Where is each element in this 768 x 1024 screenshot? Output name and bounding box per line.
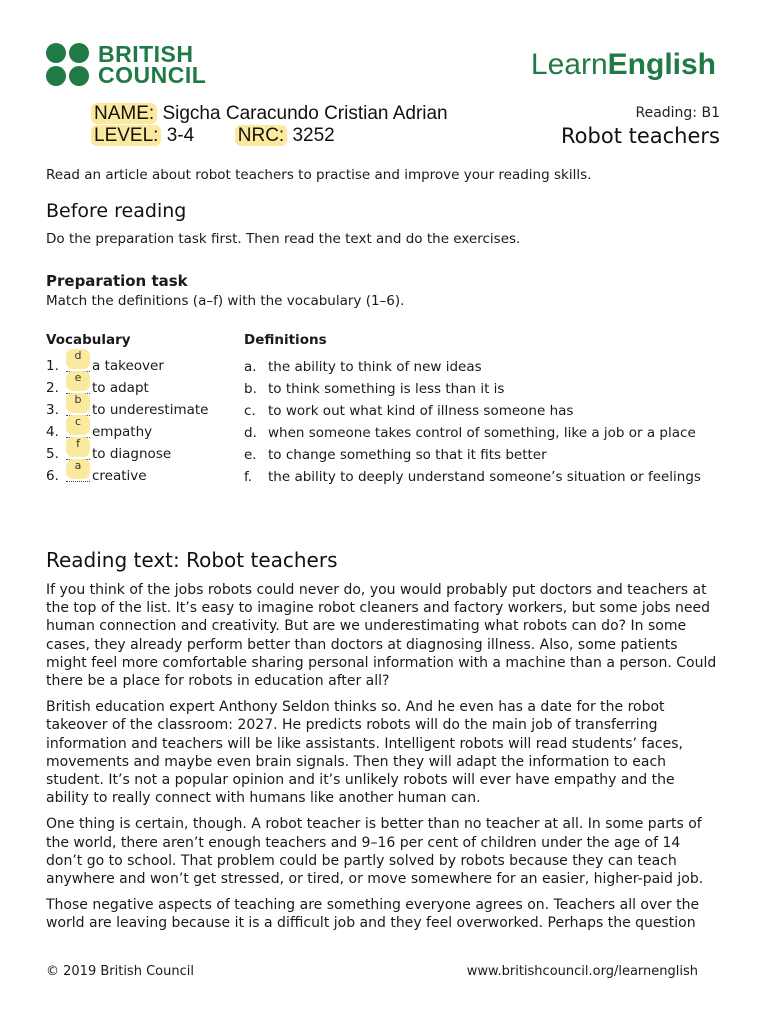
name-label: NAME: [91,103,157,124]
student-info [91,103,448,147]
answer-blank[interactable] [66,415,90,438]
reading-paragraph: British education expert Anthony Seldon thinks so. And he even has a date for the robot takeover of the classroom: 2027. He predicts robots will do the main job of transferring information and teachers will be like assistants. Intelligent robots will read students’ faces, movements and maybe even brain signals. Then they will adapt the information to each student. It’s not a popular opinion and it’s unlikely robots will ever have empathy and the ability to really connect with humans like another human can. [46,699,683,807]
definition-letter: c. [244,403,256,419]
answer-blank[interactable] [66,459,90,482]
learnenglish-bold: English [607,48,716,81]
definition-item [244,402,714,420]
reading-paragraph: One thing is certain, though. A robot teacher is better than no teacher at all. In some parts of the world, there aren’t enough teachers and 9–16 per cent of children under the age of 14 don’t go to school. That problem could be partly solved by robots because they can teach anywhere and won’t get stressed, or tired, or move somewhere for an easier, higher-paid job. [46,816,704,888]
vocabulary-word: empathy [92,424,153,440]
before-reading-heading: Before reading [46,200,187,222]
reading-paragraph: Those negative aspects of teaching are something everyone agrees on. Teachers all over the world are leaving because it is a difficult job and they feel overworked. Perhaps the question [46,897,700,932]
footer-copyright: © 2019 British Council [46,964,194,979]
definition-text: the ability to think of new ideas [268,359,482,375]
vocabulary-word: to diagnose [92,446,172,462]
vocabulary-number: 2. [46,380,59,396]
definition-item [244,380,714,398]
vocabulary-number: 6. [46,468,59,484]
answer-letter: b [66,393,90,413]
name-value: Sigcha Caracundo Cristian Adrian [162,103,448,124]
reading-heading: Reading text: Robot teachers [46,548,338,572]
level-label: LEVEL: [91,125,161,146]
vocabulary-heading: Vocabulary [46,332,131,348]
answer-letter: d [66,349,90,369]
reading-text [46,581,720,941]
definition-text: the ability to deeply understand someone’s situation or feelings [268,469,701,485]
vocabulary-item [46,459,236,490]
vocabulary-number: 4. [46,424,59,440]
vocabulary-number: 5. [46,446,59,462]
document-title: Robot teachers [561,124,720,148]
level-value: 3-4 [166,125,195,146]
vocabulary-word: creative [92,468,147,484]
definition-item [244,468,714,486]
vocabulary-number: 3. [46,402,59,418]
answer-blank[interactable] [66,349,90,372]
preparation-heading: Preparation task [46,272,188,290]
british-council-line1: BRITISH [98,41,194,67]
vocabulary-word: to adapt [92,380,149,396]
vocabulary-number: 1. [46,358,59,374]
definition-item [244,424,714,442]
vocabulary-word: to underestimate [92,402,209,418]
preparation-text: Match the definitions (a–f) with the vocabulary (1–6). [46,293,405,309]
definition-letter: a. [244,359,257,375]
vocabulary-word: a takeover [92,358,164,374]
british-council-line2: COUNCIL [98,62,207,88]
definition-text: to change something so that it fits better [268,447,547,463]
definitions-heading: Definitions [244,332,327,348]
footer-url[interactable]: www.britishcouncil.org/learnenglish [466,964,698,979]
definition-letter: b. [244,381,257,397]
reading-level-tag: Reading: B1 [635,105,720,121]
british-council-logo [46,43,206,87]
answer-letter: a [66,459,90,479]
answer-blank[interactable] [66,393,90,416]
definition-letter: e. [244,447,257,463]
definition-text: to work out what kind of illness someone has [268,403,574,419]
definition-text: to think something is less than it is [268,381,505,397]
answer-blank[interactable] [66,371,90,394]
british-council-dots-icon [46,43,90,87]
reading-paragraph: If you think of the jobs robots could never do, you would probably put doctors and teachers at the top of the list. It’s easy to imagine robot cleaners and factory workers, but some jobs need human connection and creativity. But are we underestimating what robots can do? In some cases, they already perform better than doctors at diagnosing illness. Also, some patients might feel more comfortable sharing personal information with a machine than a person. Could there be a place for robots in education after all? [46,582,717,690]
answer-blank[interactable] [66,437,90,460]
nrc-label: NRC: [235,125,287,146]
definition-letter: d. [244,425,257,441]
vocabulary-list [46,349,236,490]
learnenglish-logo [531,48,716,82]
definition-text: when someone takes control of something, like a job or a place [268,425,696,441]
nrc-value: 3252 [292,125,335,146]
definitions-list [244,358,714,490]
intro-text: Read an article about robot teachers to practise and improve your reading skills. [46,167,592,183]
answer-letter: f [66,437,90,457]
answer-letter: e [66,371,90,391]
definition-item [244,446,714,464]
definition-letter: f. [244,469,253,485]
before-reading-text: Do the preparation task first. Then read the text and do the exercises. [46,231,521,247]
definition-item [244,358,714,376]
learnenglish-light: Learn [530,48,608,81]
answer-letter: c [66,415,90,435]
